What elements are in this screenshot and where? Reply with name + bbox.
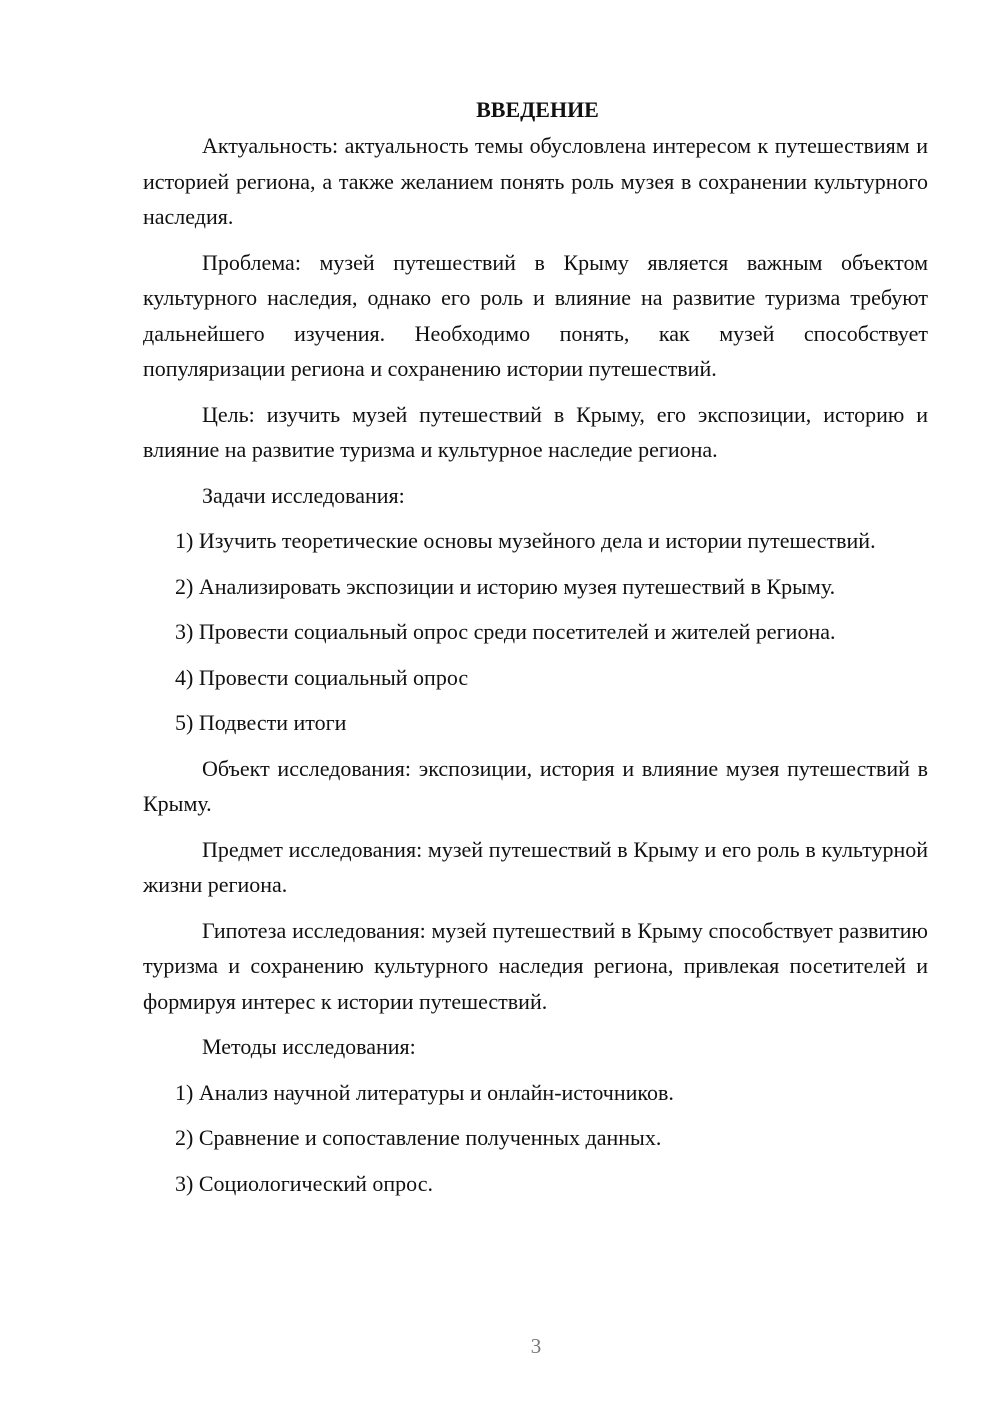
tasks-list <box>143 523 928 741</box>
list-item: 3) Провести социальный опрос среди посетителей и жителей региона. <box>175 619 836 644</box>
methods-list <box>143 1075 928 1202</box>
list-item: 1) Изучить теоретические основы музейного дела и истории путешествий. <box>175 528 876 553</box>
subject-paragraph: Предмет исследования: музей путешествий в Крыму и его роль в культурной жизни региона. <box>143 836 928 897</box>
problem-paragraph: Проблема: музей путешествий в Крыму является важным объектом культурного наследия, однако его роль и влияние на развитие туризма требуют дальнейшего изучения. Необходимо понять, как музей способствует популяризации региона и сохранению истории путешествий. <box>143 249 928 381</box>
list-item: 4) Провести социальный опрос <box>175 664 469 690</box>
methods-label: Методы исследования: <box>202 1034 416 1059</box>
tasks-label: Задачи исследования: <box>202 482 405 508</box>
list-item: 1) Анализ научной литературы и онлайн-источников. <box>175 1079 674 1105</box>
list-item: 2) Анализировать экспозиции и историю музея путешествий в Крыму. <box>175 573 836 599</box>
hypothesis-paragraph: Гипотеза исследования: музей путешествий в Крыму способствует развитию туризма и сохранению культурного наследия региона, привлекая посетителей и формируя интерес к истории путешествий. <box>143 917 928 1014</box>
goal-paragraph: Цель: изучить музей путешествий в Крыму, его экспозиции, историю и влияние на развитие туризма и культурное наследие региона. <box>143 401 928 462</box>
list-item: 5) Подвести итоги <box>175 710 347 735</box>
list-item: 2) Сравнение и сопоставление полученных данных. <box>175 1125 662 1150</box>
list-item: 3) Социологический опрос. <box>175 1170 433 1196</box>
relevance-paragraph: Актуальность: актуальность темы обусловлена интересом к путешествиям и историей региона, а также желанием понять роль музея в сохранении культурного наследия. <box>143 133 928 229</box>
page-number: 3 <box>530 1334 542 1358</box>
document-body <box>143 92 928 1201</box>
object-paragraph: Объект исследования: экспозиции, история и влияние музея путешествий в Крыму. <box>143 755 928 816</box>
page-title: ВВЕДЕНИЕ <box>476 97 599 122</box>
